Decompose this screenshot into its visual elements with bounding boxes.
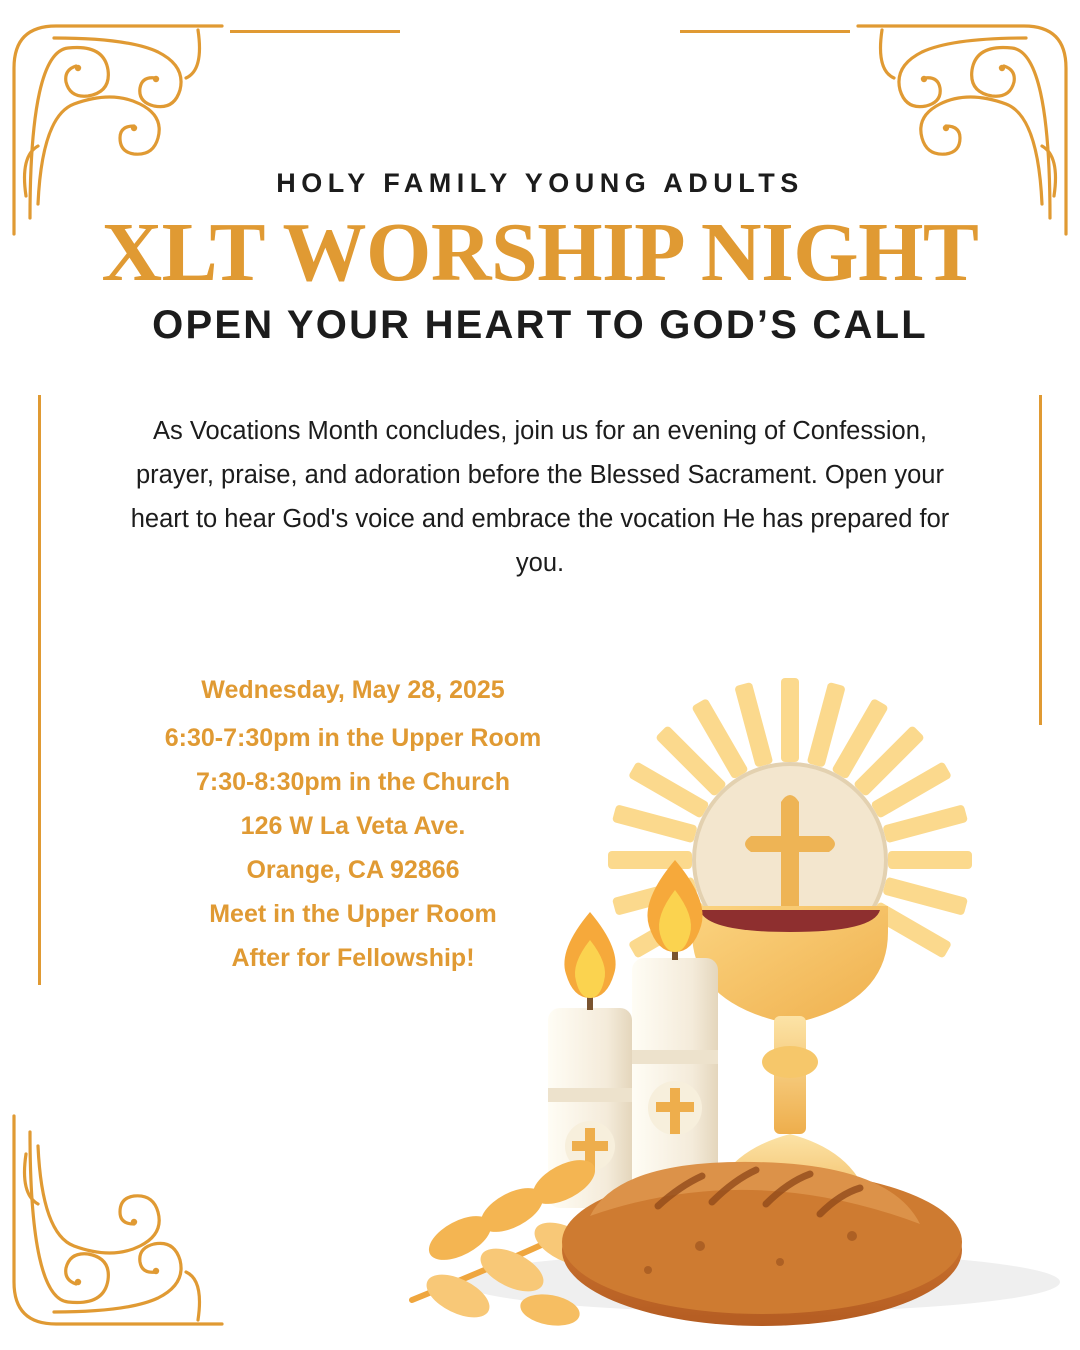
event-detail-line: 126 W La Veta Ave. — [240, 812, 466, 840]
divider-top-right — [680, 30, 850, 33]
event-detail-line: 7:30-8:30pm in the Church — [196, 768, 510, 796]
divider-left — [38, 395, 41, 985]
divider-top-left — [230, 30, 400, 33]
loaf-of-bread-icon — [562, 1162, 962, 1326]
organization-name: HOLY FAMILY YOUNG ADULTS — [276, 168, 804, 198]
event-date: Wednesday, May 28, 2025 — [201, 676, 505, 704]
event-detail-line: Orange, CA 92866 — [246, 856, 460, 884]
page-subtitle: OPEN YOUR HEART TO GOD’S CALL — [152, 303, 928, 348]
event-detail-line: Meet in the Upper Room — [209, 900, 497, 928]
event-description: As Vocations Month concludes, join us for an evening of Confession, prayer, praise, and adoration before the Blessed Sacrament. Open your heart to hear God's voice and embrace the vocation He has prepared for you. — [130, 417, 950, 577]
event-detail-line: 6:30-7:30pm in the Upper Room — [164, 724, 542, 752]
event-detail-line: After for Fellowship! — [231, 944, 475, 972]
corner-flourish-ornament-icon — [8, 1112, 238, 1342]
page-title: XLT WORSHIP NIGHT — [101, 206, 979, 299]
eucharist-illustration — [400, 610, 1060, 1330]
poster-header — [0, 168, 1080, 348]
